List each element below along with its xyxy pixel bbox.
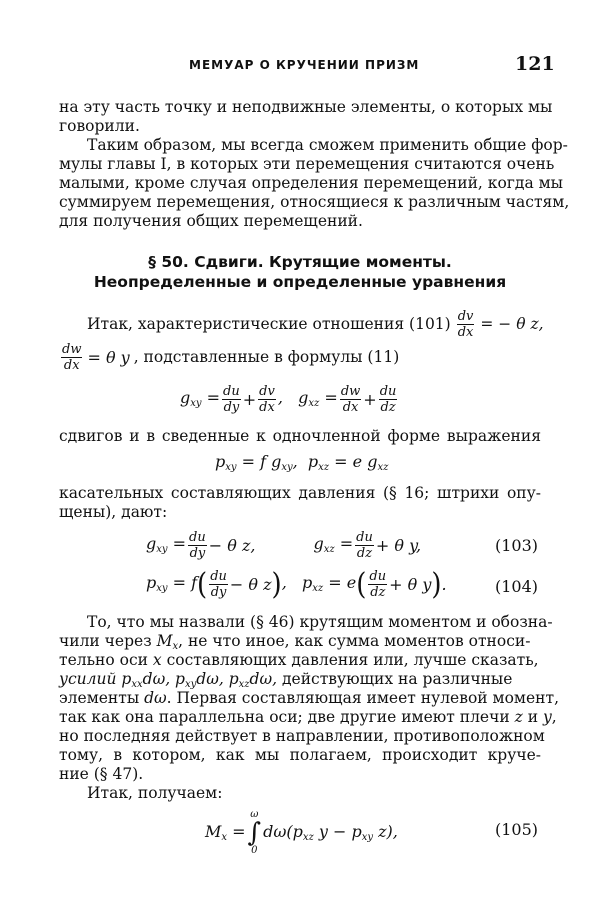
- paragraph-line: То, что мы назвали (§ 46) крутящим моментом и обозна-: [87, 613, 553, 631]
- paragraph-line: для получения общих перемещений.: [59, 212, 363, 230]
- section-subheading: Неопределенные и определенные уравнения: [93, 273, 507, 291]
- paragraph-line: мулы главы I, в которых эти перемещения считаются очень: [59, 155, 555, 173]
- paragraph-line: но последняя действует в направлении, противоположном: [59, 727, 545, 745]
- paragraph-line: тому, в котором, как мы полагаем, происходит круче-: [59, 746, 541, 764]
- equation-number-104: (104): [495, 577, 539, 596]
- paragraph-line: Итак, получаем:: [87, 784, 223, 802]
- paragraph-line-arms: так как она параллельна оси; две другие имеют плечи z и y,: [59, 708, 557, 726]
- paragraph-line: сдвигов и в сведенные к одночленной форме выражения: [59, 427, 541, 445]
- paragraph-line: на эту часть точку и неподвижные элементы, о которых мы: [59, 98, 553, 116]
- formula-tangential-stresses: $p_{xy} = f$ $g_{xy}$, $p_{xz} = e$ $g_{xz}$: [215, 452, 389, 473]
- relation-dw-dx: $\frac{dw}{dx}$ = θ y , подставленные в формулы (11): [62, 342, 400, 373]
- paragraph-line: говорили.: [59, 117, 140, 135]
- paragraph-line: ние (§ 47).: [59, 765, 144, 783]
- equation-number-103: (103): [495, 536, 539, 555]
- fraction-dw-dx: $\frac{dw}{dx}$: [62, 342, 82, 373]
- equation-103: $g_{xy}$ = $\frac{du}{dy}$ − θ z, $g_{xz}$ = $\frac{du}{dz}$ + θ y,: [146, 530, 422, 561]
- paragraph-line: малыми, кроме случая определения перемещений, когда мы: [59, 174, 564, 192]
- equation-104: $p_{xy} = f$ ( $\frac{du}{dy}$ − θ z ) , $p_{xz} = e$ ( $\frac{du}{dz}$ + θ y ) .: [146, 567, 447, 602]
- integral-sign: ω ∫ 0: [247, 809, 262, 856]
- section-heading: § 50. Сдвиги. Крутящие моменты.: [148, 253, 452, 271]
- paragraph-line-x-axis: тельно оси x составляющих давления или, лучше сказать,: [59, 651, 539, 669]
- paragraph-line: суммируем перемещения, относящиеся к различным частям,: [59, 193, 570, 211]
- intro-text: Итак, характеристические отношения (101): [87, 314, 451, 333]
- fraction-dv-dx: $\frac{dv}{dx}$: [457, 309, 474, 340]
- paragraph-line: Таким образом, мы всегда сможем применить общие фор-: [87, 136, 568, 154]
- equation-number-105: (105): [495, 820, 539, 839]
- paragraph-line: касательных составляющих давления (§ 16; штрихи опу-: [59, 484, 541, 502]
- formula-shear-strains: $g_{xy}$ = $\frac{du}{dy}$ + $\frac{dv}{dx}$ , $g_{xz}$ = $\frac{dw}{dx}$ + $\frac{du}{dz}$: [180, 384, 397, 415]
- paragraph-line-mx: чили через $M_x$, не что иное, как сумма моментов относи-: [59, 632, 531, 652]
- running-header-title: МЕМУАР О КРУЧЕНИИ ПРИЗМ: [189, 58, 420, 72]
- page-number: 121: [515, 53, 555, 75]
- intro-continuation: , подставленные в формулы (11): [133, 347, 400, 366]
- paragraph-line-elements: элементы dω. Первая составляющая имеет нулевой момент,: [59, 689, 559, 707]
- paragraph-line-forces: усилий $p_{xx}d\omega$, $p_{xy}d\omega$, $p_{xz}d\omega$, действующих на различные: [59, 670, 513, 690]
- intro-line: Итак, характеристические отношения (101) $\frac{dv}{dx}$ = − θ z,: [87, 309, 544, 340]
- equation-105: $M_x$ = ω ∫ 0 $d\omega(p_{xz}$ $y - p_{xy}$ z),: [205, 809, 398, 856]
- paragraph-line: щены), дают:: [59, 503, 168, 521]
